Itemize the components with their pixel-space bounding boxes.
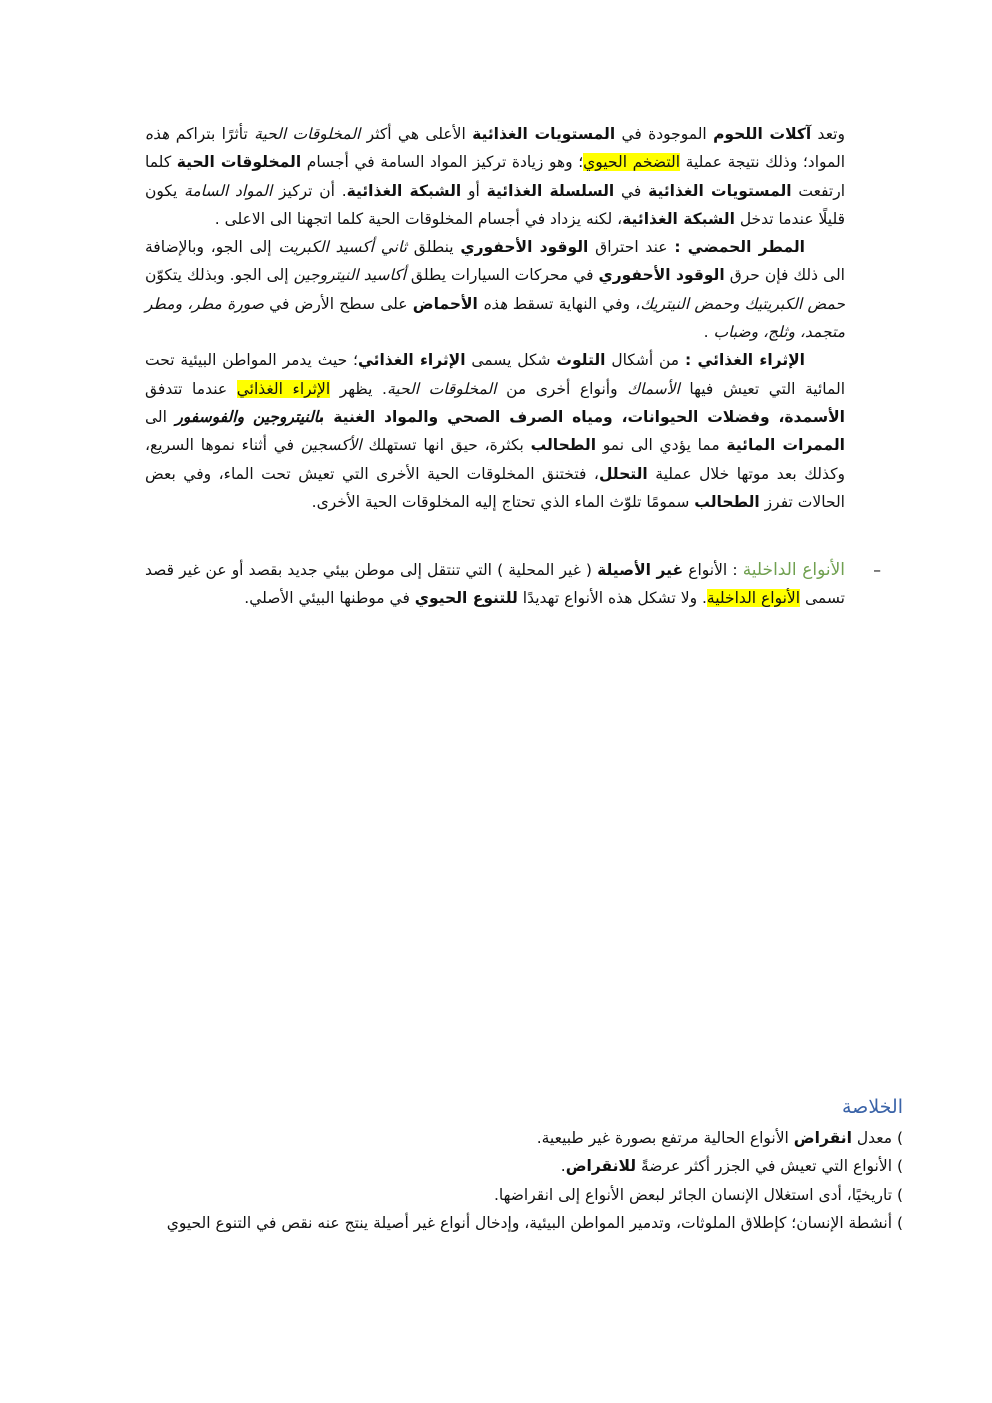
bold-term: الوقود الأحفوري xyxy=(460,238,589,257)
text-run: . يظهر xyxy=(330,379,387,398)
text-run: يكون قليلًا عندما تدخل xyxy=(145,181,845,228)
italic-term: المخلوقات الحية xyxy=(254,125,361,143)
text-run: من أشكال xyxy=(605,351,685,370)
bold-term: آكلات اللحوم xyxy=(713,125,812,143)
bold-term: الأحماض xyxy=(412,294,478,313)
text-run: الى xyxy=(145,407,176,426)
text-run: المواد؛ وذلك نتيجة عملية xyxy=(680,153,846,172)
text-run: : الأنواع xyxy=(683,561,743,579)
bold-term: الشبكة الغذائية xyxy=(622,209,735,228)
text-run: إلى الجو، وبالإضافة الى ذلك فإن حرق xyxy=(145,238,845,285)
bold-term: الوقود الأحفوري xyxy=(598,266,725,285)
text-run: شكل يسمى xyxy=(465,351,557,370)
italic-term: الأسماك xyxy=(627,379,680,398)
text-run: كلما ارتفعت xyxy=(145,153,846,200)
introduced-species-text xyxy=(145,561,845,607)
bold-term: النيتروجين والفوسفور xyxy=(175,407,319,426)
text-run: تأثرًا بتراكم xyxy=(169,125,255,143)
summary-title: الخلاصة xyxy=(842,1096,903,1118)
italic-term: هذه xyxy=(145,125,170,143)
summary-item xyxy=(88,1124,903,1152)
text-run: مما يؤدي الى نمو xyxy=(596,436,727,455)
bold-term: الطحالب xyxy=(694,492,760,511)
text-run: ينطلق xyxy=(406,238,461,257)
summary-item xyxy=(88,1209,903,1237)
bold-term: الإثراء الغذائي xyxy=(357,351,466,370)
bold-term: المطر الحمضي : xyxy=(674,238,805,257)
section-term: الأنواع الداخلية xyxy=(742,560,846,580)
text-run: في أثناء نموها السريع، وكذلك بعد موتها خلال عملية xyxy=(145,436,845,483)
text-run: . xyxy=(560,1157,566,1176)
summary-item xyxy=(88,1181,903,1209)
bold-term: الإثراء الغذائي : xyxy=(684,351,805,370)
italic-term: ثاني أكسيد الكبريت xyxy=(278,238,407,257)
text-run: في موطنها البيئي الأصلي. xyxy=(244,589,415,608)
bold-term: التلوث xyxy=(556,351,606,370)
text-run: . أن تركيز xyxy=(272,181,347,200)
bold-term: للتنوع الحيوي xyxy=(414,589,518,608)
text-run: وأنواع أخرى من xyxy=(496,379,628,398)
italic-term: أكاسيد النيتروجين xyxy=(293,266,406,285)
paragraph-eutrophication xyxy=(145,346,845,516)
text-run: عند احتراق xyxy=(588,238,675,257)
italic-term: المخلوقات الحية xyxy=(386,379,497,398)
summary-item xyxy=(88,1152,903,1180)
bold-term: الشبكة الغذائية xyxy=(346,181,462,200)
text-run: سمومًا تلوّث الماء الذي تحتاج إليه المخلوقات الحية الأخرى. xyxy=(311,492,695,511)
bullet-dash: – xyxy=(873,561,882,579)
text-run: الأعلى هي أكثر xyxy=(360,125,473,143)
text-run: وتعد xyxy=(811,125,845,143)
text-run: ، وفي النهاية تسقط xyxy=(507,294,641,313)
text-run: على سطح الأرض في xyxy=(263,294,413,313)
bold-term: الأسمدة، وفضلات الحيوانات، ومياه الصرف الصحي والمواد الغنية ب xyxy=(318,407,845,426)
bold-term: للانقراض xyxy=(565,1157,637,1176)
text-run: ؛ حيث يدمر المواطن البيئية تحت المائية التي تعيش فيها xyxy=(145,351,846,398)
bold-term: المستويات الغذائية xyxy=(472,125,616,143)
bold-term: المخلوقات الحية xyxy=(176,153,302,172)
italic-term: الأكسجين xyxy=(300,436,362,455)
text-run: عندما تتدفق xyxy=(145,379,237,398)
paragraph-biomagnification xyxy=(145,120,845,233)
bullet-block xyxy=(145,556,882,613)
italic-term: هذه xyxy=(483,294,508,313)
text-run: . xyxy=(703,323,714,342)
text-run: إلى الجو. وبذلك يتكوّن xyxy=(145,266,294,285)
main-text-block xyxy=(145,120,845,516)
italic-term: المواد السامة xyxy=(184,181,273,200)
text-run: ) تاريخيًا، أدى استغلال الإنسان الجائر لبعض الأنواع إلى انقراضها. xyxy=(493,1185,903,1204)
text-run: ، فتختنق المخلوقات الحية الأخرى التي تعيش تحت الماء، وفي بعض الحالات تفرز xyxy=(145,464,845,511)
text-run: الموجودة في xyxy=(615,125,714,143)
summary-section xyxy=(88,1094,903,1237)
text-run: ) الأنواع التي تعيش في الجزر أكثر عرضةً xyxy=(636,1157,903,1176)
highlighted-term: الأنواع الداخلية xyxy=(706,589,801,608)
text-run: في xyxy=(614,181,649,200)
bold-term: الطحالب xyxy=(530,436,597,455)
paragraph-acid-rain xyxy=(145,233,845,346)
italic-term: حمض الكبريتيك وحمض النيتريك xyxy=(640,294,845,313)
bold-term: المستويات الغذائية xyxy=(648,181,792,200)
bold-term: انقراض xyxy=(793,1129,852,1147)
text-run: بكثرة، حيق انها تستهلك xyxy=(361,436,531,455)
text-run: في محركات السيارات يطلق xyxy=(405,266,599,285)
text-run: . ولا تشكل هذه الأنواع تهديدًا xyxy=(517,589,707,608)
bold-term: الممرات المائية xyxy=(726,436,845,455)
highlighted-term: التضخم الحيوي xyxy=(583,153,681,172)
text-run: ) معدل xyxy=(851,1129,903,1147)
text-run: ؛ وهو زيادة تركيز المواد السامة في أجسام xyxy=(301,153,584,172)
bold-term: السلسلة الغذائية xyxy=(486,181,615,200)
bold-term: غير الأصيلة xyxy=(597,561,684,579)
italic-term: صورة مطر، ومطر متجمد، وثلج، وضباب xyxy=(145,294,845,342)
text-run: ) أنشطة الإنسان؛ كإطلاق الملوثات، وتدمير المواطن البيئية، وإدخال أنواع غير أصيلة ينتج عنه نقص في التنوع الحيوي xyxy=(166,1213,903,1232)
text-run: الأنواع الحالية مرتفع بصورة غير طبيعية. xyxy=(536,1129,794,1147)
paragraph-introduced-species xyxy=(145,556,882,613)
highlighted-term: الإثراء الغذائي xyxy=(236,379,331,398)
text-run: ( غير المحلية ) التي تنتقل إلى موطن بيئي جديد بقصد أو عن غير قصد تسمى xyxy=(145,561,845,608)
bold-term: التحلل xyxy=(598,464,648,483)
text-run: ، لكنه يزداد في أجسام المخلوقات الحية كلما اتجهنا الى الاعلى . xyxy=(214,209,623,228)
text-run: أو xyxy=(461,181,487,200)
